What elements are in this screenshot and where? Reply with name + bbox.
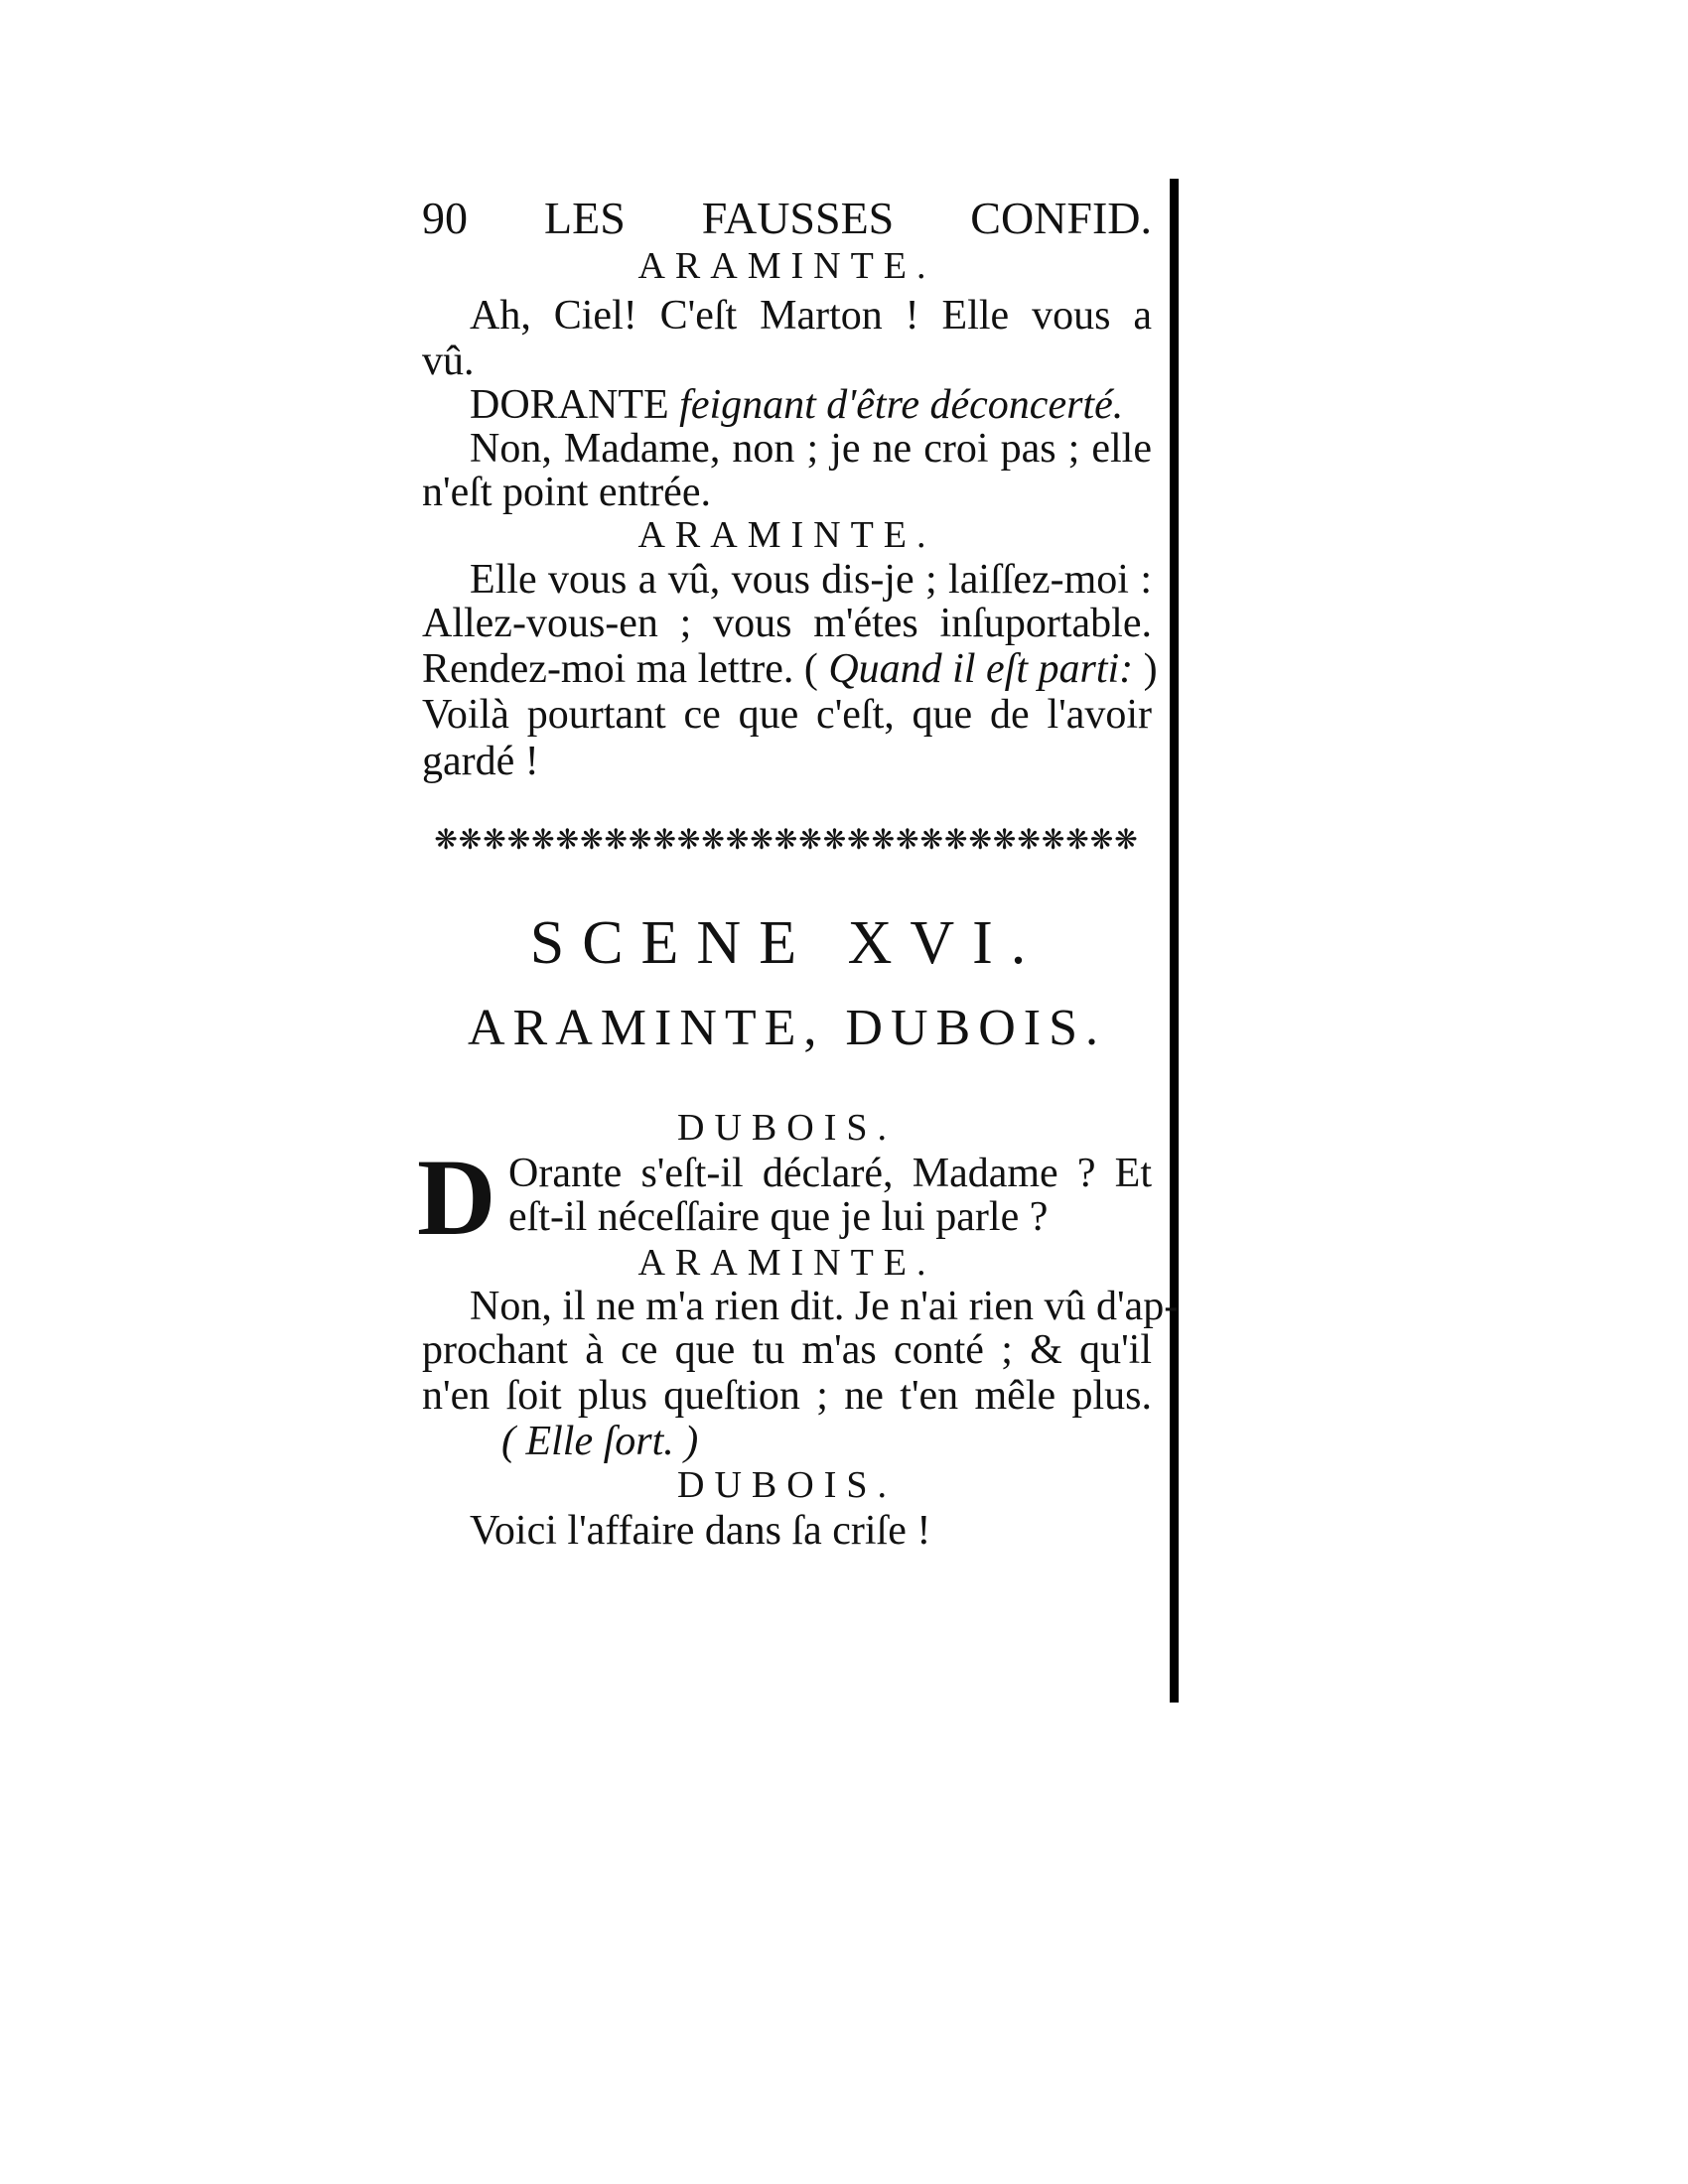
text-line: gardé ! [422, 739, 539, 784]
text-line [422, 646, 1158, 692]
scene-title: SCENE XVI. [529, 909, 1045, 977]
text-line: eſt-il néceſſaire que je lui parle ? [508, 1194, 1049, 1240]
text-segment: ) [1143, 646, 1158, 692]
scene-characters: ARAMINTE, DUBOIS. [468, 1000, 1106, 1056]
text-line: Ah, Ciel! C'eſt Marton ! Elle vous a [470, 293, 1152, 339]
stage-direction-text: ( Elle ſort. ) [501, 1419, 699, 1464]
ornament-divider: ❋❋❋❋❋❋❋❋❋❋❋❋❋❋❋❋❋❋❋❋❋❋❋❋❋❋❋❋❋ [434, 825, 1139, 856]
running-title: LES FAUSSES CONFID. [544, 193, 1153, 243]
text-line: Non, il ne m'a rien dit. Je n'ai rien vû d'ap- [470, 1284, 1179, 1329]
text-line: n'en ſoit plus queſtion ; ne t'en mêle plus. [422, 1373, 1152, 1419]
text-line: Voici l'affaire dans ſa criſe ! [470, 1508, 931, 1554]
speaker-label: DORANTE [470, 382, 669, 428]
text-line: Non, Madame, non ; je ne croi pas ; elle [470, 426, 1152, 472]
page-number: 90 [422, 193, 468, 243]
text-segment: Rendez-moi ma lettre. ( [422, 646, 818, 692]
text-line: Elle vous a vû, vous dis-je ; laiſſez-moi : [470, 557, 1152, 603]
drop-cap: D [417, 1137, 496, 1258]
speaker-label: DUBOIS. [677, 1464, 897, 1506]
page-edge-bar [1170, 179, 1179, 1703]
text-line: prochant à ce que tu m'as conté ; & qu'il [422, 1327, 1152, 1373]
text-line: n'eſt point entrée. [422, 470, 711, 515]
stage-direction: Quand il eſt parti: [828, 646, 1134, 692]
speaker-label: DUBOIS. [677, 1107, 897, 1149]
speaker-label: ARAMINTE. [637, 514, 936, 556]
speaker-label: ARAMINTE. [637, 1242, 936, 1284]
text-line: Allez-vous-en ; vous m'étes inſuportable. [422, 601, 1152, 646]
speaker-label: ARAMINTE. [637, 245, 936, 287]
speaker-line [422, 383, 1152, 427]
text-line: Voilà pourtant ce que c'eſt, que de l'avoir [422, 692, 1152, 738]
stage-direction: feignant d'être déconcerté. [679, 382, 1124, 428]
stage-direction [422, 1420, 1152, 1463]
text-line: Orante s'eſt-il déclaré, Madame ? Et [508, 1151, 1152, 1196]
running-header [422, 195, 1152, 242]
text-line: vû. [422, 339, 475, 384]
